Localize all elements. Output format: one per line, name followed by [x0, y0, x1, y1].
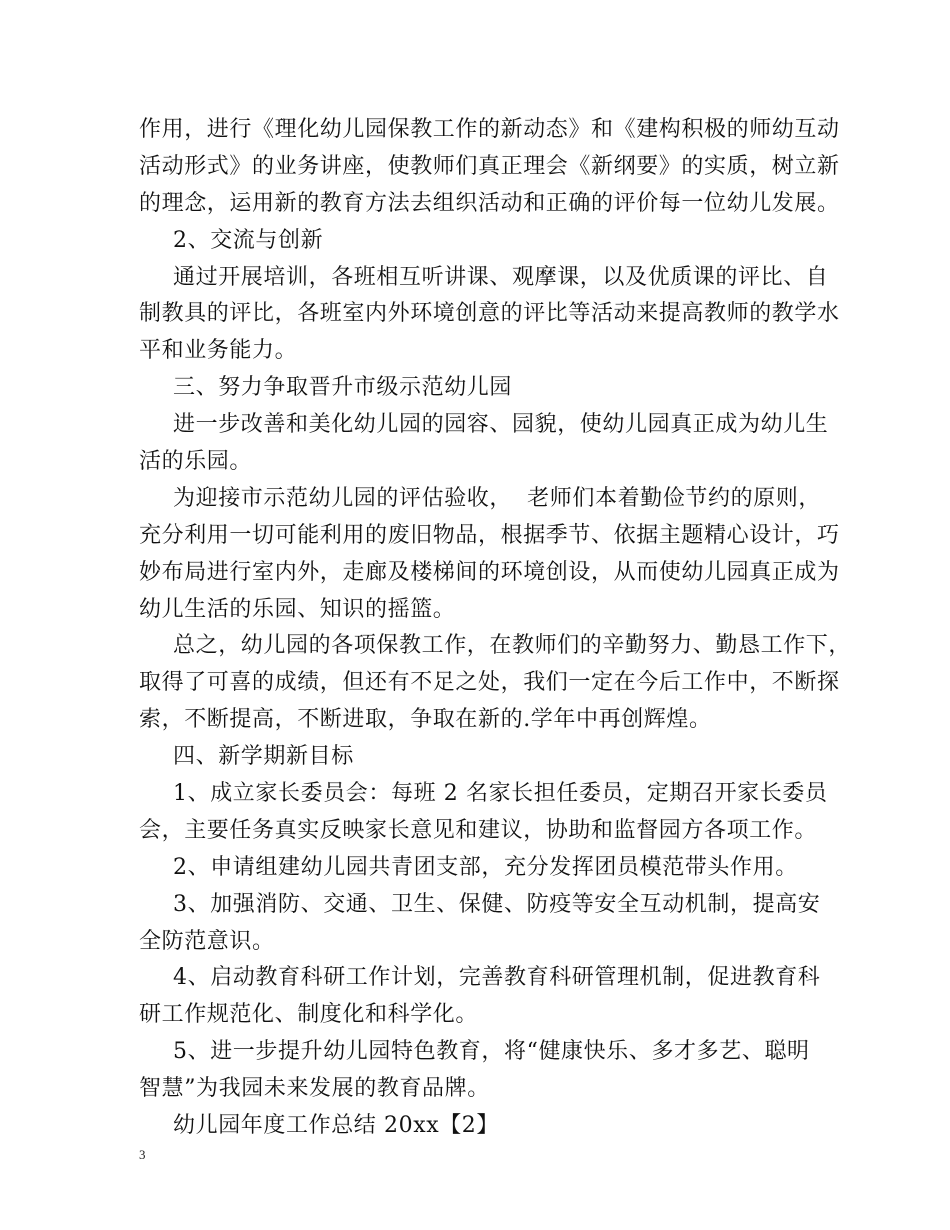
text-line: 3、加强消防、交通、卫生、保健、防疫等安全互动机制，提高安 [173, 891, 821, 917]
text-line: 幼儿生活的乐园、知识的摇篮。 [139, 596, 456, 622]
document-body [139, 112, 852, 1145]
text-line: 进一步改善和美化幼儿园的园容、园貌，使幼儿园真正成为幼儿生 [173, 412, 829, 438]
document-title-line: 幼儿园年度工作总结 20xx【2】 [173, 1113, 499, 1139]
text-line: 活的乐园。 [139, 449, 253, 475]
text-line: 充分利用一切可能利用的废旧物品，根据季节、依据主题精心设计，巧 [139, 522, 840, 548]
text-line: 索，不断提高，不断进取，争取在新的.学年中再创辉煌。 [139, 707, 712, 733]
text-line: 智慧”为我园未来发展的教育品牌。 [139, 1076, 490, 1102]
text-line: 取得了可喜的成绩，但还有不足之处，我们一定在今后工作中，不断探 [139, 670, 840, 696]
text-line: 1、成立家长委员会：每班 2 名家长担任委员，定期召开家长委员 [173, 781, 828, 807]
text-line: 通过开展培训，各班相互听讲课、观摩课，以及优质课的评比、自 [173, 264, 829, 290]
text-line: 2、申请组建幼儿园共青团支部，充分发挥团员模范带头作用。 [173, 854, 798, 880]
text-line: 全防范意识。 [139, 928, 275, 954]
text-line: 平和业务能力。 [139, 338, 298, 364]
text-line: 作用，进行《理化幼儿园保教工作的新动态》和《建构积极的师幼互动 [139, 117, 840, 142]
section-heading: 三、努力争取晋升市级示范幼儿园 [173, 375, 513, 401]
text-line: 总之，幼儿园的各项保教工作，在教师们的辛勤努力、勤恳工作下， [173, 633, 852, 659]
text-line: 研工作规范化、制度化和科学化。 [139, 1002, 479, 1028]
text-line: 活动形式》的业务讲座，使教师们真正理会《新纲要》的实质，树立新 [139, 153, 840, 179]
page-number: 3 [139, 1147, 146, 1162]
text-line: 的理念，运用新的教育方法去组织活动和正确的评价每一位幼儿发展。 [139, 190, 840, 216]
section-subheading: 2、交流与创新 [173, 227, 324, 253]
section-heading: 四、新学期新目标 [173, 744, 354, 770]
text-line: 会，主要任务真实反映家长意见和建议，协助和监督园方各项工作。 [139, 817, 818, 843]
text-line: 为迎接市示范幼儿园的评估验收， 老师们本着勤俭节约的原则， [173, 485, 821, 511]
text-line: 制教具的评比，各班室内外环境创意的评比等活动来提高教师的教学水 [139, 301, 840, 327]
text-line: 妙布局进行室内外，走廊及楼梯间的环境创设，从而使幼儿园真正成为 [139, 559, 840, 585]
text-line: 4、启动教育科研工作计划，完善教育科研管理机制，促进教育科 [173, 965, 821, 991]
text-line: 5、进一步提升幼儿园特色教育，将“健康快乐、多才多艺、聪明 [173, 1039, 810, 1065]
